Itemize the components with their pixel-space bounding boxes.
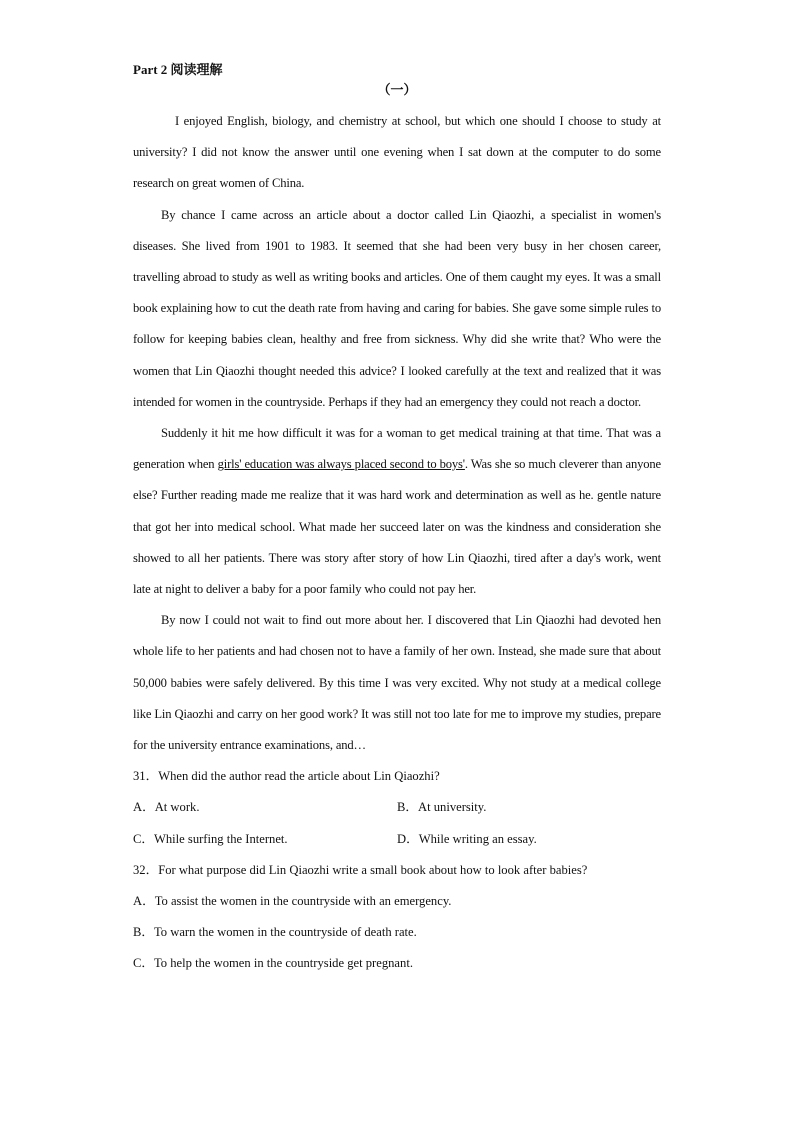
document-page bbox=[133, 60, 661, 980]
question-31-option-c: C．While surfing the Internet. bbox=[133, 831, 288, 846]
question-31-stem: 31．When did the author read the article about Lin Qiaozhi? bbox=[133, 769, 440, 784]
question-31-options-row-2 bbox=[133, 824, 661, 855]
question-31-option-d: D．While writing an essay. bbox=[397, 831, 537, 846]
question-32-option-b: B．To warn the women in the countryside of death rate. bbox=[133, 925, 417, 940]
question-32 bbox=[133, 855, 661, 980]
question-32-option-c: C．To help the women in the countryside get pregnant. bbox=[133, 956, 413, 971]
passage-paragraph-2: By chance I came across an article about a doctor called Lin Qiaozhi, a specialist in women's diseases. She lived from 1901 to 1983. It seemed that she had been very busy in her chosen career, travelling abroad to study as well as writing books and articles. One of them caught my eyes. It was a small book explaining how to cut the death rate from having and caring for babies. She gave some simple rules to follow for keeping babies clean, healthy and free from sickness. Why did she write that? Who were the women that Lin Qiaozhi thought needed this advice? I looked carefully at the text and realized that it was intended for women in the countryside. Perhaps if they had an emergency they could not reach a doctor. bbox=[133, 207, 661, 409]
question-31-option-b: B．At university. bbox=[397, 800, 487, 815]
section-number: （一） bbox=[377, 82, 417, 97]
question-32-option-a: A．To assist the women in the countryside with an emergency. bbox=[133, 894, 452, 909]
question-31 bbox=[133, 761, 661, 855]
paragraph-3-text-before: Suddenly it hit me how difficult it was for a woman to get medical training at that time. That was a generation when bbox=[133, 426, 661, 472]
part-title: Part 2 阅读理解 bbox=[133, 62, 223, 77]
question-31-option-a: A．At work. bbox=[133, 800, 200, 815]
question-31-options-row-1 bbox=[133, 792, 661, 823]
paragraph-3-text-after: . Was she so much cleverer than anyone else? Further reading made me realize that it was hard work and determination as well as he. gentle nature that got her into medical school. What made her succeed later on was the kindness and consideration she showed to all her patients. There was story after story of how Lin Qiaozhi, tired after a day's work, went late at night to deliver a baby for a poor family who could not pay her. bbox=[133, 457, 662, 597]
reading-passage bbox=[133, 106, 661, 761]
passage-paragraph-3 bbox=[133, 418, 661, 605]
question-32-stem: 32．For what purpose did Lin Qiaozhi write a small book about how to look after babies? bbox=[133, 862, 588, 877]
underlined-phrase: girls' education was always placed second to boys' bbox=[217, 457, 465, 472]
passage-paragraph-1: I enjoyed English, biology, and chemistry at school, but which one should I choose to study at university? I did not know the answer until one evening when I sat down at the computer to do some research on great women of China. bbox=[133, 114, 661, 191]
passage-paragraph-4: By now I could not wait to find out more about her. I discovered that Lin Qiaozhi had devoted hen whole life to her patients and had chosen not to have a family of her own. Instead, she made sure that about 50,000 babies were safely delivered. By this time I was very excited. Why not study at a medical college like Lin Qiaozhi and carry on her good work? It was still not too late for me to improve my studies, prepare for the university entrance examinations, and… bbox=[133, 613, 661, 753]
